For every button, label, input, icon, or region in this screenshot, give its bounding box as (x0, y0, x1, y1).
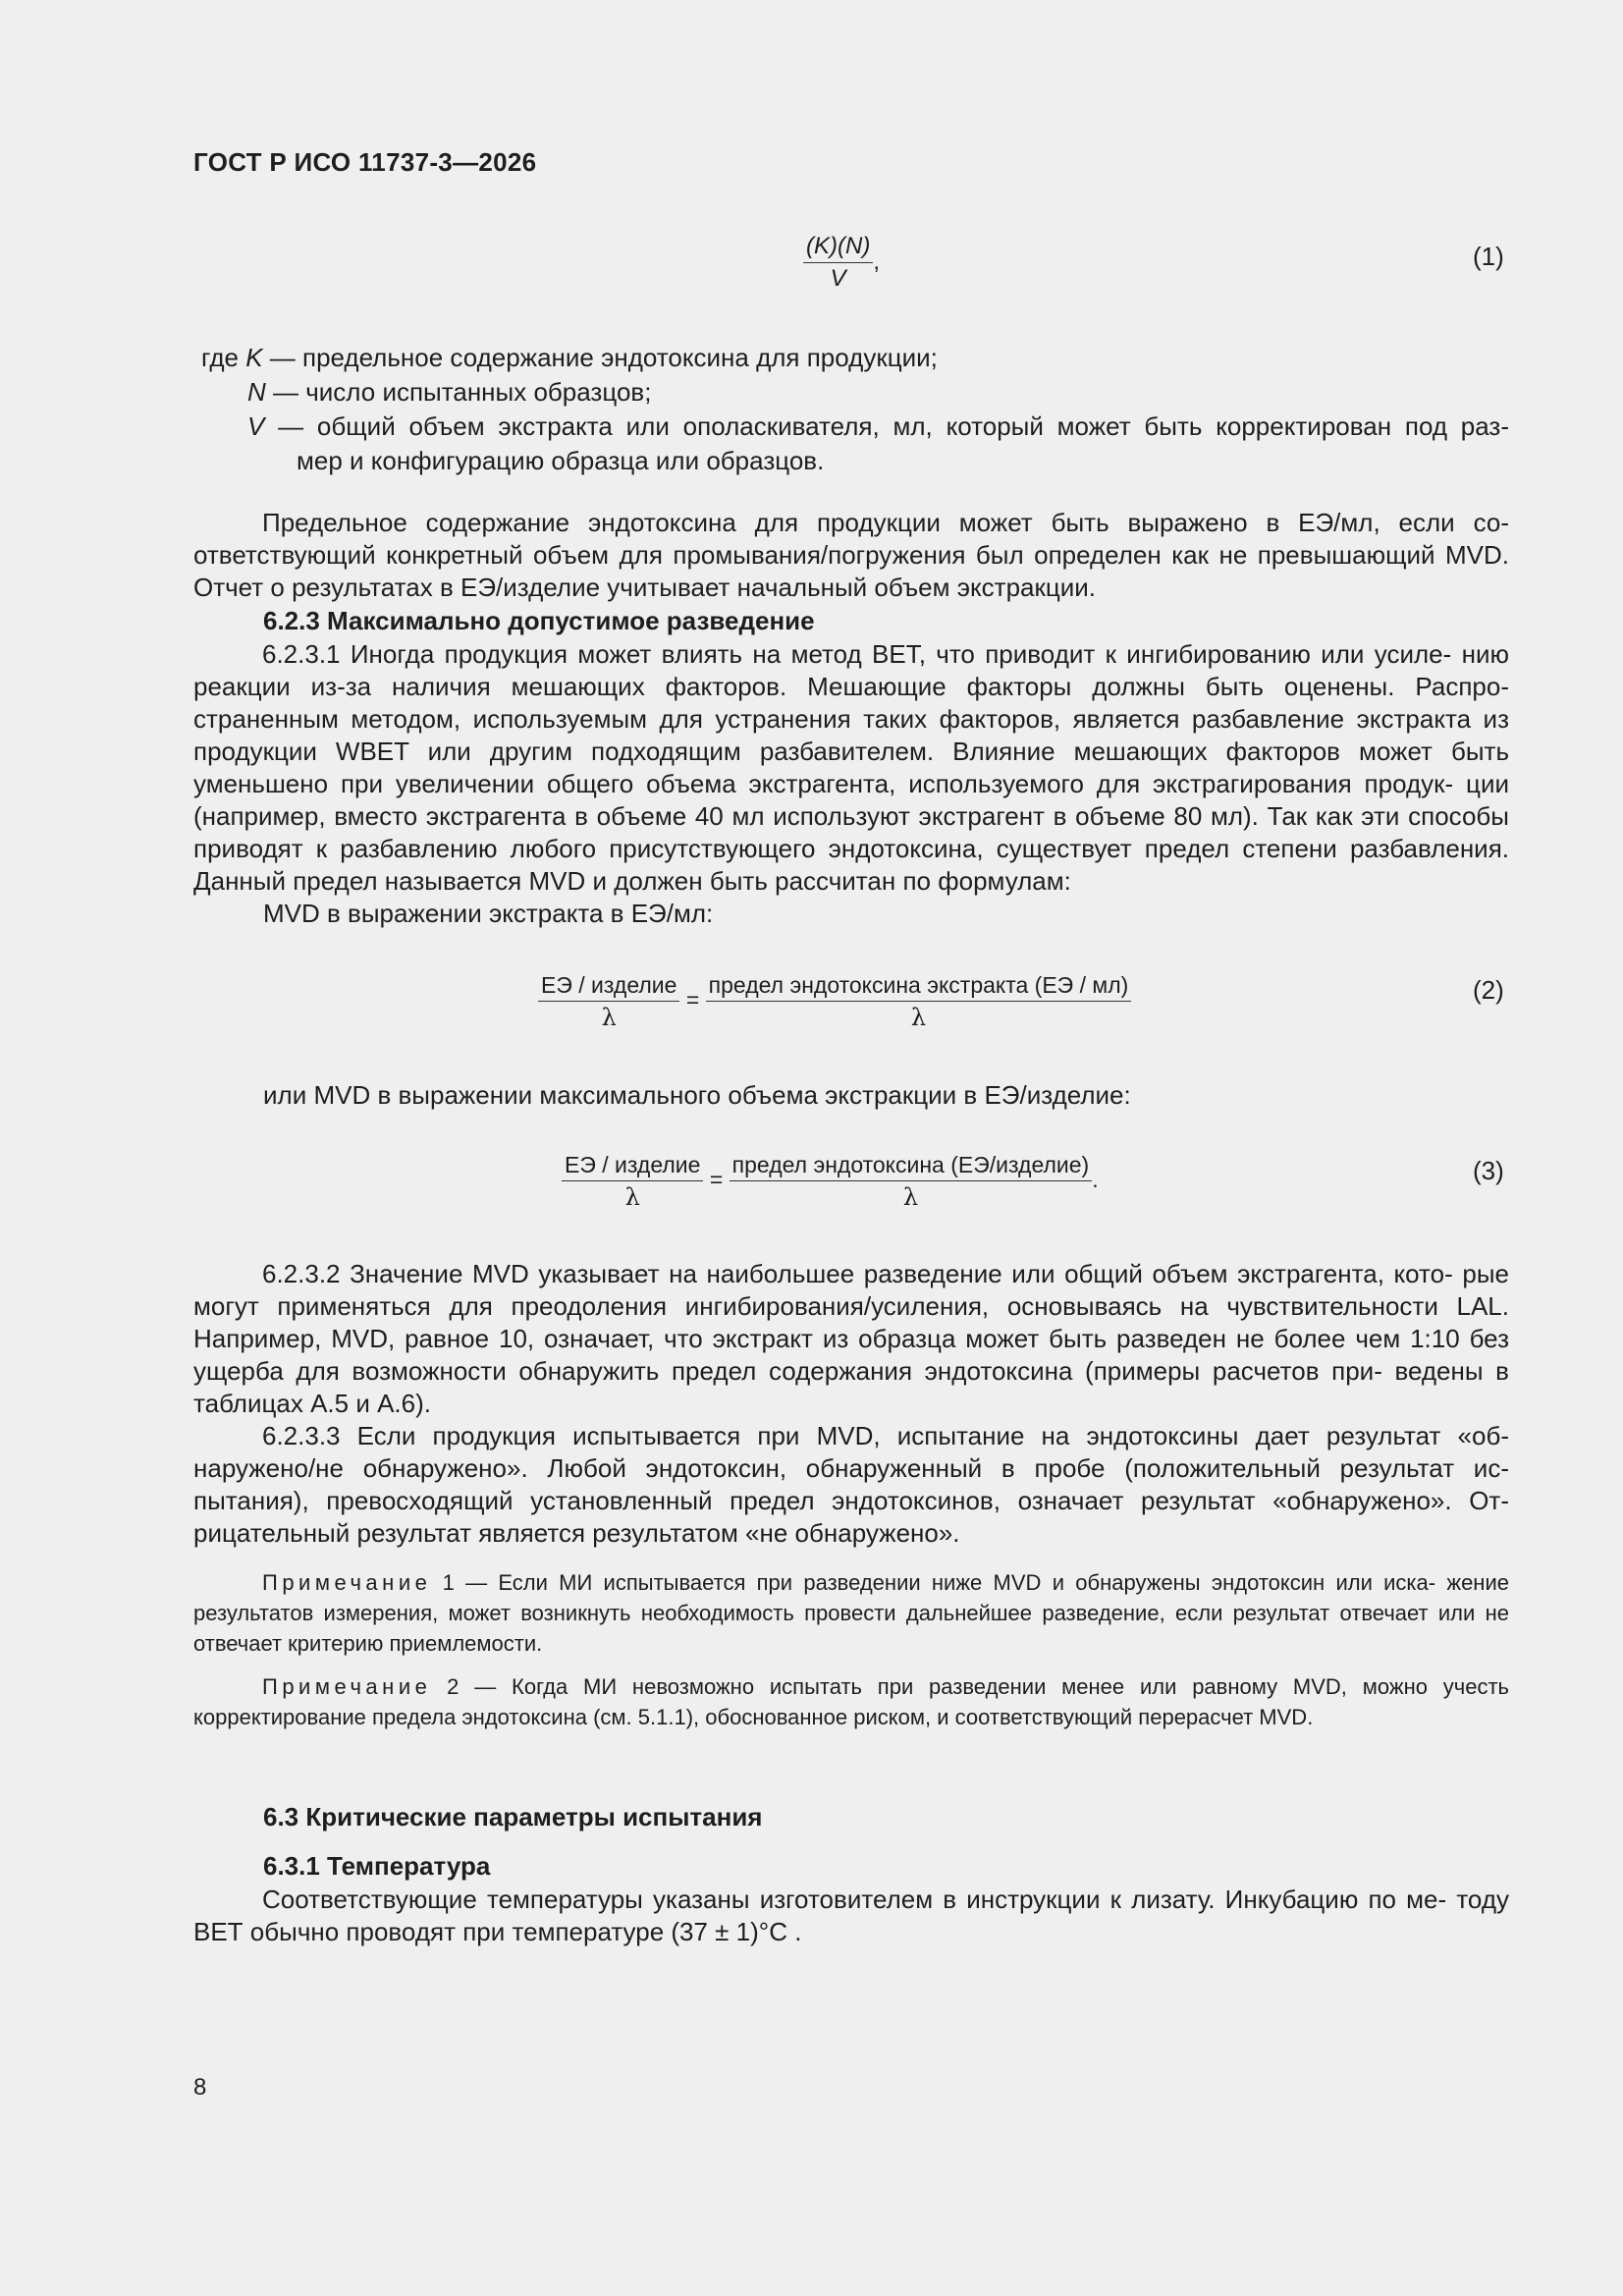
formula-2: $\frac{\text{ЕЭ / изделие}}{\lambda}$ = $\frac{\text{предел эндотоксина экстракта (ЕЭ / мл)}}{\lambda}$ (538, 972, 1131, 1031)
formula-2-rhs-denominator: λ (910, 1004, 927, 1031)
note-1 (193, 1567, 1509, 1659)
note-2-text: 2 — Когда МИ невозможно испытать при разведении менее или равному MVD, можно учесть корректирование предела эндотоксина (см. 5.1.1), обоснованное риском, и соответствующий перерасчет MVD. (193, 1674, 1509, 1729)
formula-2-lhs-denominator: λ (601, 1004, 617, 1031)
heading-6-3-1: 6.3.1 Температура (263, 1851, 491, 1881)
where-item-v: V — общий объем экстракта или ополаскивателя, мл, который может быть корректирован под раз- (247, 411, 1509, 441)
formula-3-rhs-numerator: предел эндотоксина (ЕЭ/изделие) (730, 1152, 1093, 1181)
paragraph-mvd-item: или MVD в выражении максимального объема экстракции в ЕЭ/изделие: (263, 1080, 1131, 1110)
where-item-v-continuation: мер и конфигурацию образца или образцов. (297, 446, 825, 475)
formula-3: $\frac{\text{ЕЭ / изделие}}{\lambda}$ = $\frac{\text{предел эндотоксина (ЕЭ/изделие)}}{\lambda}$ . (562, 1152, 1099, 1211)
note-1-text: 1 — Если МИ испытывается при разведении ниже MVD и обнаружены эндотоксин или иска- жение результатов измерения, может возникнуть необходимость провести дальнейшее разведение, если результат отвечает или не отвечает критерию приемлемости. (193, 1570, 1509, 1656)
paragraph-6-2-3-2: 6.2.3.2 Значение MVD указывает на наибольшее разведение или общий объем экстрагента, кото- рые могут применяться для преодоления ингибирования/усиления, основываясь на чувствительности LAL. Например, MVD, равное 10, означает, что экстракт из образца может быть разведен не более чем 1:10 без ущерба для возможности обнаружить предел содержания эндотоксина (примеры расчетов при- ведены в таблицах А.5 и А.6). (193, 1259, 1509, 1418)
note-2-label: Примечание (262, 1674, 432, 1699)
where-item-k: где K — предельное содержание эндотоксина для продукции; (201, 343, 938, 372)
equation-number-1: (1) (1473, 242, 1504, 271)
paragraph-mvd-ml: MVD в выражении экстракта в ЕЭ/мл: (263, 899, 714, 928)
formula-1-denominator: V (830, 265, 846, 292)
equation-number-2: (2) (1473, 975, 1504, 1005)
formula-1: $\frac{(K)(N)}{V}$ , (803, 233, 880, 293)
paragraph-6-2-3-3: 6.2.3.3 Если продукция испытывается при MVD, испытание на эндотоксины дает результат «об- наружено/не обнаружено». Любой эндотоксин, обнаруженный в пробе (положительный результат ис- пытания), превосходящий установленный предел эндотоксинов, означает результат «обнаружено». От- рицательный результат является результатом «не обнаружено». (193, 1421, 1509, 1548)
document-header: ГОСТ Р ИСО 11737-3—2026 (193, 147, 537, 177)
formula-2-rhs-numerator: предел эндотоксина экстракта (ЕЭ / мл) (706, 972, 1132, 1002)
heading-6-2-3: 6.2.3 Максимально допустимое разведение (263, 606, 815, 635)
formula-3-lhs-numerator: ЕЭ / изделие (562, 1152, 703, 1181)
paragraph-6-3-1: Соответствующие температуры указаны изготовителем в инструкции к лизату. Инкубацию по ме- тоду ВЕТ обычно проводят при температуре (37 ± 1)°С . (193, 1885, 1509, 1946)
note-1-label: Примечание (262, 1570, 432, 1595)
formula-3-rhs-denominator: λ (902, 1183, 919, 1211)
formula-2-lhs-numerator: ЕЭ / изделие (538, 972, 679, 1002)
heading-6-3: 6.3 Критические параметры испытания (263, 1802, 763, 1831)
where-item-n: N — число испытанных образцов; (247, 377, 652, 407)
note-2 (193, 1671, 1509, 1732)
page-number: 8 (193, 2074, 207, 2101)
formula-3-lhs-denominator: λ (624, 1183, 640, 1211)
paragraph-6-2-3-1: 6.2.3.1 Иногда продукция может влиять на метод ВЕТ, что приводит к ингибированию или усиле- нию реакции из-за наличия мешающих факторов. Мешающие факторы должны быть оценены. Распро- страненным методом, используемым для устранения таких факторов, является разбавление экстракта из продукции WBET или другим подходящим разбавителем. Влияние мешающих факторов может быть уменьшено при увеличении общего объема экстрагента, используемого для экстрагирования продук- ции (например, вместо экстрагента в объеме 40 мл используют экстрагент в объеме 80 мл). Так как эти способы приводят к разбавлению любого присутствующего эндотоксина, существует предел степени разбавления. Данный предел называется MVD и должен быть рассчитан по формулам: (193, 639, 1509, 896)
paragraph-endotoxin-limit: Предельное содержание эндотоксина для продукции может быть выражено в ЕЭ/мл, если со- ответствующий конкретный объем для промывания/погружения был определен как не превышающий MVD. Отчет о результатах в ЕЭ/изделие учитывает начальный объем экстракции. (193, 508, 1509, 602)
equation-number-3: (3) (1473, 1156, 1504, 1185)
formula-1-numerator: (K)(N) (803, 233, 873, 263)
